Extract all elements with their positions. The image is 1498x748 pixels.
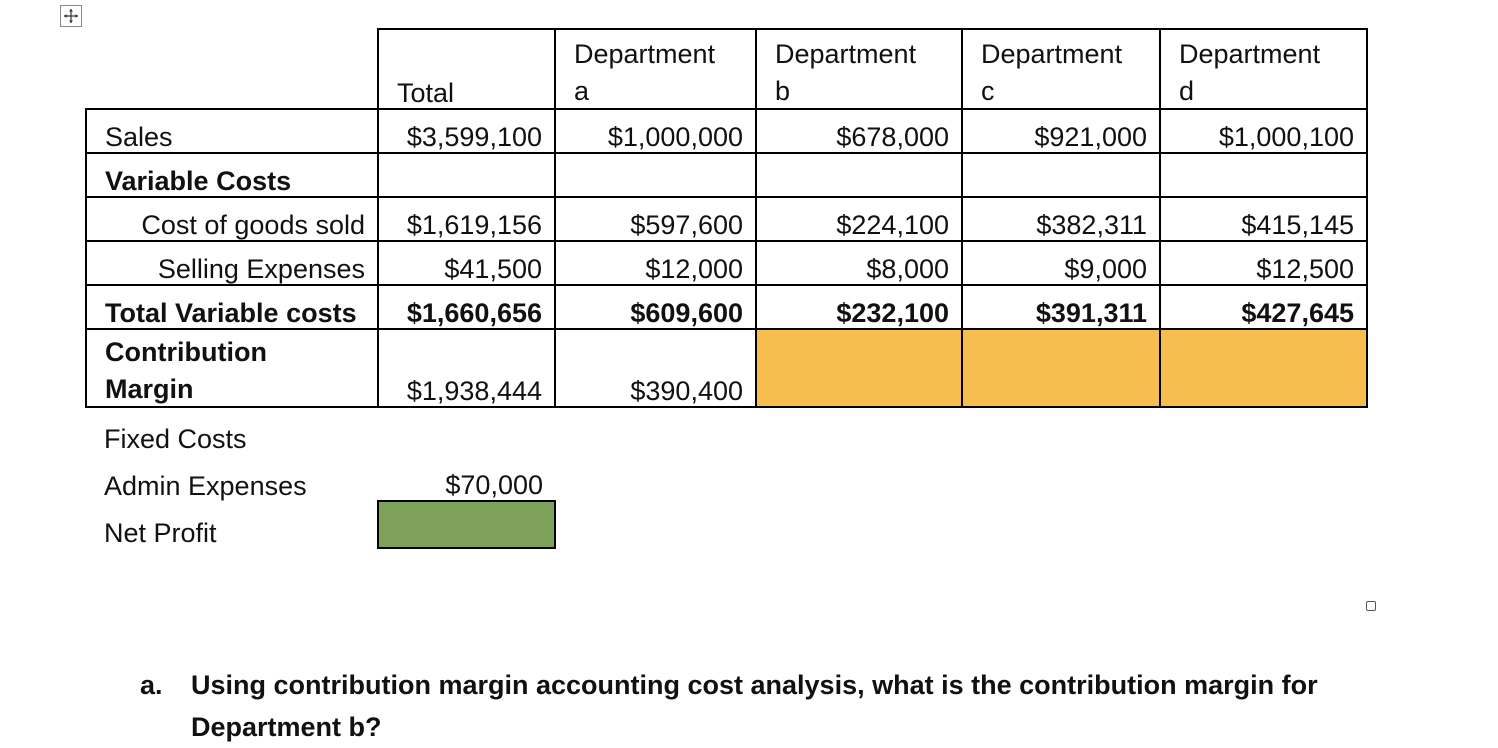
sales-b[interactable]: $678,000 [756, 109, 962, 153]
admin-label[interactable]: Admin Expenses [104, 471, 307, 501]
department-d-line1: Department [1179, 39, 1321, 69]
admin-total[interactable]: $70,000 [445, 470, 543, 500]
row-admin-expenses [86, 454, 1367, 501]
cogs-d[interactable]: $415,145 [1160, 197, 1367, 241]
contribution-a[interactable]: $390,400 [555, 329, 756, 407]
header-empty-cell [86, 29, 378, 109]
header-department-d[interactable] [1160, 29, 1367, 109]
row-sales [86, 109, 1367, 153]
sales-d[interactable]: $1,000,100 [1160, 109, 1367, 153]
cogs-total[interactable]: $1,619,156 [378, 197, 555, 241]
cogs-a[interactable]: $597,600 [555, 197, 756, 241]
net-profit-total-highlight[interactable] [378, 501, 555, 548]
selling-d[interactable]: $12,500 [1160, 241, 1367, 285]
selling-c[interactable]: $9,000 [962, 241, 1160, 285]
department-c-line1: Department [981, 39, 1123, 69]
variable-costs-total[interactable] [378, 153, 555, 197]
row-fixed-costs [86, 407, 1367, 454]
row-contribution-margin [86, 329, 1367, 407]
header-total[interactable]: Total [378, 29, 555, 109]
table-move-handle[interactable] [60, 5, 82, 27]
question-marker: a. [140, 670, 163, 700]
sales-total[interactable]: $3,599,100 [378, 109, 555, 153]
sales-c[interactable]: $921,000 [962, 109, 1160, 153]
cost-table [85, 28, 1368, 549]
row-selling-expenses [86, 241, 1367, 285]
department-d-line2: d [1179, 76, 1195, 106]
variable-costs-a[interactable] [555, 153, 756, 197]
header-department-c[interactable] [962, 29, 1160, 109]
total-variable-c[interactable]: $391,311 [962, 285, 1160, 329]
contribution-c-highlight[interactable] [962, 329, 1160, 407]
sales-a[interactable]: $1,000,000 [555, 109, 756, 153]
row-total-variable [86, 285, 1367, 329]
total-variable-d[interactable]: $427,645 [1160, 285, 1367, 329]
move-arrows-icon [63, 8, 79, 24]
fixed-costs-total[interactable] [378, 407, 555, 454]
total-variable-b[interactable]: $232,100 [756, 285, 962, 329]
cogs-b[interactable]: $224,100 [756, 197, 962, 241]
sales-label[interactable]: Sales [86, 109, 378, 153]
department-c-line2: c [981, 76, 995, 106]
variable-costs-b[interactable] [756, 153, 962, 197]
selling-label[interactable]: Selling Expenses [86, 241, 378, 285]
contribution-label-line2: Margin [105, 374, 194, 404]
variable-costs-d[interactable] [1160, 153, 1367, 197]
selling-b[interactable]: $8,000 [756, 241, 962, 285]
contribution-total[interactable]: $1,938,444 [378, 329, 555, 407]
contribution-label-line1: Contribution [105, 337, 267, 367]
question-text: Using contribution margin accounting cost analysis, what is the contribution margin for Department b? [191, 670, 1318, 742]
selling-a[interactable]: $12,000 [555, 241, 756, 285]
table-resize-handle[interactable] [1366, 601, 1376, 611]
net-profit-label[interactable]: Net Profit [104, 518, 217, 548]
selling-total[interactable]: $41,500 [378, 241, 555, 285]
total-variable-a[interactable]: $609,600 [555, 285, 756, 329]
department-a-line1: Department [574, 39, 716, 69]
department-b-line2: b [775, 76, 791, 106]
header-department-b[interactable] [756, 29, 962, 109]
contribution-b-highlight[interactable] [756, 329, 962, 407]
header-row [86, 29, 1367, 109]
total-variable-label[interactable]: Total Variable costs [86, 285, 378, 329]
cogs-label[interactable]: Cost of goods sold [86, 197, 378, 241]
row-net-profit [86, 501, 1367, 548]
contribution-label[interactable] [86, 329, 378, 407]
row-variable-costs [86, 153, 1367, 197]
row-cogs [86, 197, 1367, 241]
contribution-d-highlight[interactable] [1160, 329, 1367, 407]
department-a-line2: a [574, 76, 590, 106]
cogs-c[interactable]: $382,311 [962, 197, 1160, 241]
question-block [140, 664, 1351, 748]
fixed-costs-label[interactable]: Fixed Costs [104, 424, 247, 454]
department-b-line1: Department [775, 39, 917, 69]
total-variable-total[interactable]: $1,660,656 [378, 285, 555, 329]
variable-costs-label[interactable]: Variable Costs [86, 153, 378, 197]
variable-costs-c[interactable] [962, 153, 1160, 197]
header-department-a[interactable] [555, 29, 756, 109]
